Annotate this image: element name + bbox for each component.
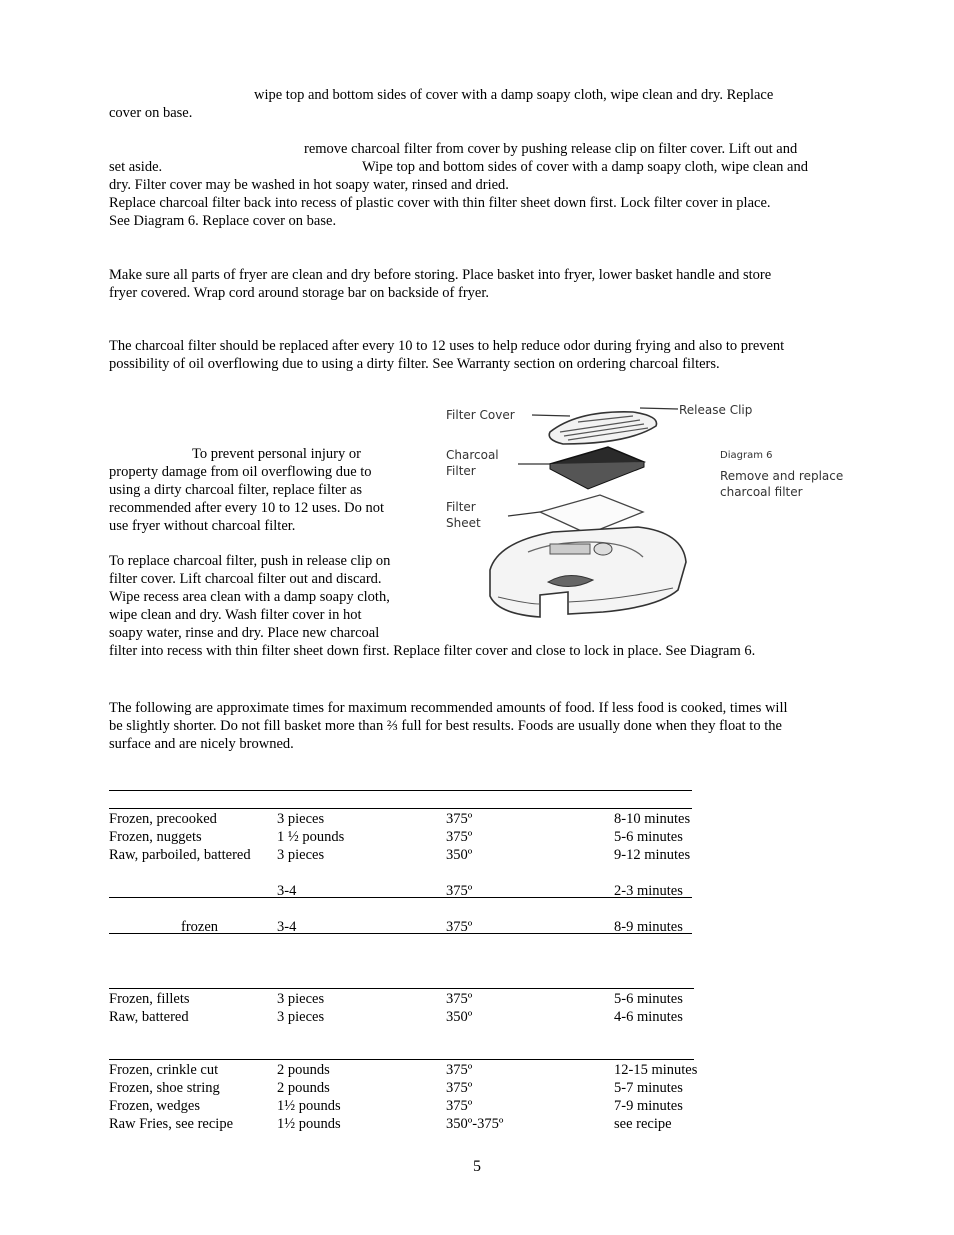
replace-steps-line-2: filter cover. Lift charcoal filter out and discard. — [109, 571, 382, 587]
table-cell: 3 pieces — [277, 847, 325, 863]
table-cell: frozen — [181, 919, 219, 935]
replace-steps-line-1: To replace charcoal filter, push in release clip on — [109, 553, 391, 569]
replace-steps-line-6: filter into recess with thin filter sheet down first. Replace filter cover and close to lock in place. See Diagram 6. — [109, 643, 756, 659]
filter-cover-care-line-2b: Wipe top and bottom sides of cover with a damp soapy cloth, wipe clean and — [362, 159, 808, 175]
table-cell: 3 pieces — [277, 1009, 325, 1025]
replace-steps-line-4: wipe clean and dry. Wash filter cover in hot — [109, 607, 362, 623]
table-cell: 8-10 minutes — [614, 811, 691, 827]
caution-line-1: To prevent personal injury or — [192, 446, 361, 462]
table-cell: 3-4 — [277, 919, 297, 935]
table-cell: 4-6 minutes — [614, 1009, 683, 1025]
table-cell: Frozen, precooked — [109, 811, 217, 827]
replace-steps-line-3: Wipe recess area clean with a damp soapy cloth, — [109, 589, 390, 605]
table-cell: 3 pieces — [277, 991, 325, 1007]
table-row-rule — [109, 897, 692, 898]
fryer-base-illustration — [490, 527, 686, 617]
table-cell: 350º — [446, 847, 473, 863]
table-cell: Frozen, crinkle cut — [109, 1062, 219, 1078]
table-cell: Raw, parboiled, battered — [109, 847, 251, 863]
filter-cover-care-line-3: dry. Filter cover may be washed in hot soapy water, rinsed and dried. — [109, 177, 509, 193]
filter-cover-illustration — [549, 412, 656, 444]
charcoal-filter-illustration — [550, 447, 644, 489]
table-cell: 375º — [446, 1080, 473, 1096]
table-cell: 2 pounds — [277, 1062, 330, 1078]
storing-line-1: Make sure all parts of fryer are clean and dry before storing. Place basket into fryer, lower basket handle and store — [109, 267, 772, 283]
table-cell: 350º — [446, 1009, 473, 1025]
diagram-6-filter-illustration — [428, 392, 852, 642]
table-group-rule — [109, 1059, 694, 1060]
filter-cover-care-line-2a: set aside. — [109, 159, 163, 175]
leader-filter-cover — [532, 415, 570, 416]
table-cell: Frozen, nuggets — [109, 829, 202, 845]
label-charcoal: Charcoal — [446, 448, 499, 462]
filter-cover-care-line-5: See Diagram 6. Replace cover on base. — [109, 213, 337, 229]
table-cell: 5-6 minutes — [614, 991, 683, 1007]
table-row-rule — [109, 933, 692, 934]
table-cell: 375º — [446, 1062, 473, 1078]
storing-line-2: fryer covered. Wrap cord around storage bar on backside of fryer. — [109, 285, 490, 301]
table-cell: 375º — [446, 1098, 473, 1114]
table-cell: Frozen, wedges — [109, 1098, 201, 1114]
table-cell: 5-7 minutes — [614, 1080, 683, 1096]
table-cell: 375º — [446, 919, 473, 935]
table-cell: 375º — [446, 883, 473, 899]
label-charcoal-filter: Filter — [446, 464, 476, 478]
label-filter-sheet-1: Filter — [446, 500, 476, 514]
caution-line-3: using a dirty charcoal filter, replace filter as — [109, 482, 363, 498]
caution-line-5: use fryer without charcoal filter. — [109, 518, 296, 534]
table-cell: 375º — [446, 811, 473, 827]
label-caption-2: charcoal filter — [720, 485, 803, 499]
table-cell: 375º — [446, 991, 473, 1007]
table-cell: 1 ½ pounds — [277, 829, 345, 845]
replace-steps-line-5: soapy water, rinse and dry. Place new charcoal — [109, 625, 380, 641]
caution-line-4: recommended after every 10 to 12 uses. Do not — [109, 500, 385, 516]
frying-intro-line-1: The following are approximate times for maximum recommended amounts of food. If less food is cooked, times will — [109, 700, 788, 716]
filter-cover-care-line-4: Replace charcoal filter back into recess of plastic cover with thin filter sheet down first. Lock filter cover in place. — [109, 195, 771, 211]
frying-intro-line-3: surface and are nicely browned. — [109, 736, 294, 752]
leader-release-clip — [640, 408, 678, 409]
cover-care-line-1: wipe top and bottom sides of cover with a damp soapy cloth, wipe clean and dry. Replace — [254, 87, 774, 103]
filter-replacement-line-2: possibility of oil overflowing due to using a dirty filter. See Warranty section on ordering charcoal filters. — [109, 356, 720, 372]
table-cell: 9-12 minutes — [614, 847, 691, 863]
label-diagram-number: Diagram 6 — [720, 450, 773, 461]
table-cell: 1½ pounds — [277, 1116, 341, 1132]
table-cell: Frozen, shoe string — [109, 1080, 220, 1096]
table-cell: 5-6 minutes — [614, 829, 683, 845]
table-cell: see recipe — [614, 1116, 672, 1132]
table-group-rule — [109, 988, 694, 989]
frying-intro-line-2: be slightly shorter. Do not fill basket more than ⅔ full for best results. Foods are usually done when they float to the — [109, 718, 782, 734]
cover-care-line-2: cover on base. — [109, 105, 193, 121]
table-cell: 2-3 minutes — [614, 883, 683, 899]
leader-filter-sheet — [508, 512, 540, 516]
page-number: 5 — [473, 1158, 481, 1175]
table-cell: 12-15 minutes — [614, 1062, 698, 1078]
table-cell: 3-4 — [277, 883, 297, 899]
label-filter-cover: Filter Cover — [446, 408, 515, 422]
filter-cover-care-line-1: remove charcoal filter from cover by pushing release clip on filter cover. Lift out and — [304, 141, 798, 157]
label-filter-sheet-2: Sheet — [446, 516, 481, 530]
table-header-rule — [109, 808, 692, 809]
label-release-clip: Release Clip — [679, 403, 753, 417]
caution-line-2: property damage from oil overflowing due to — [109, 464, 372, 480]
label-caption-1: Remove and replace — [720, 469, 844, 483]
table-cell: 350º-375º — [446, 1116, 504, 1132]
filter-replacement-line-1: The charcoal filter should be replaced after every 10 to 12 uses to help reduce odor during frying and also to prevent — [109, 338, 785, 354]
table-cell: 375º — [446, 829, 473, 845]
table-cell: 8-9 minutes — [614, 919, 683, 935]
table-top-rule — [109, 790, 692, 791]
table-cell: 2 pounds — [277, 1080, 330, 1096]
table-cell: Raw, battered — [109, 1009, 189, 1025]
table-cell: Frozen, fillets — [109, 991, 190, 1007]
table-cell: Raw Fries, see recipe — [109, 1116, 234, 1132]
table-cell: 1½ pounds — [277, 1098, 341, 1114]
table-cell: 7-9 minutes — [614, 1098, 683, 1114]
table-cell: 3 pieces — [277, 811, 325, 827]
